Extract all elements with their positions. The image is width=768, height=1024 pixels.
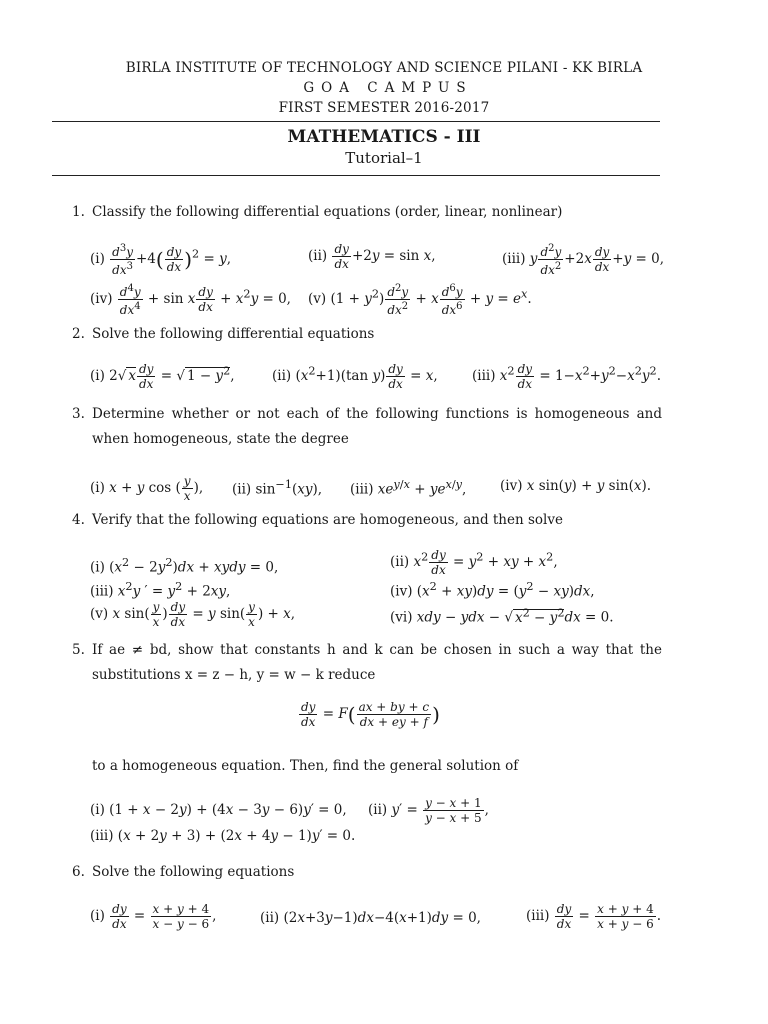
header-campus: GOA CAMPUS — [303, 80, 473, 96]
q1-eq-i: (i) $\frac{d^3y}{dx^3}$ +4( $\frac{dy}{dx}$ )$^2$ = y, — [90, 243, 232, 277]
q4-eq-i: (i) $(x^2 - 2y^2)dx$ + xydy = 0, — [90, 556, 279, 576]
question-number: 1. — [72, 204, 85, 220]
q2-eq-iii: (iii) $x^2$ $\frac{dy}{dx}$ = $1-x^2+y^2-x^2y^2$. — [472, 362, 661, 391]
q6-eq-iii: (iii) $\frac{dy}{dx}$ = $\frac{x + y + 4}{x + y - 6}$ . — [526, 902, 662, 931]
question-text: Solve the following equations — [92, 864, 295, 880]
q6-eq-ii: (ii) (2x+3y−1)dx−4(x+1)dy = 0, — [260, 910, 481, 926]
question-number: 4. — [72, 512, 85, 528]
question-number: 5. — [72, 642, 85, 658]
q4-eq-iii: (iii) $x^2y$ ′ = $y^2 + 2xy$, — [90, 580, 231, 600]
page-subtitle: Tutorial–1 — [345, 149, 423, 167]
bottom-rule — [52, 175, 660, 176]
q5-eq-ii: (ii) y′ = $\frac{y - x + 1}{y - x + 5}$ , — [368, 796, 489, 825]
q3-eq-iii: (iii) $xe^{y/x} + ye^{x/y}$, — [350, 478, 467, 498]
header-institute: BIRLA INSTITUTE OF TECHNOLOGY AND SCIENCE PILANI - KK BIRLA — [125, 60, 643, 76]
q3-eq-i: (i) x + y cos ( $\frac{y}{x}$ ), — [90, 474, 204, 503]
page: BIRLA INSTITUTE OF TECHNOLOGY AND SCIENCE PILANI - KK BIRLA GOA CAMPUS FIRST SEMESTER 2016-2017 MATHEMATICS - III Tutorial–1 1. Classify the following differential equations (order, linear, nonlinear) (i) $\frac{d^3y}{dx^3}$ +4( $\frac{dy}{dx}$ )$^2$ = y, (ii) $\frac{dy}{dx}$ +2y = sin x, (iii) y $\frac{d^2y}{dx^2}$ +2x $\frac{dy}{dx}$ +y = 0, (iv) $\frac{d^4y}{dx^4}$ + sin x $\frac{dy}{dx}$ + $x^2y = 0$, (v) $(1 + y^2)$ $\frac{d^2y}{dx^2}$ + x $\frac{d^6y}{dx^6}$ + $y = e^x$. 2. Solve the following differential equations (i) 2√ x $\frac{dy}{dx}$ = √ $1 - y^2$, (ii) $(x^2+1)(\tan$ y) $\frac{dy}{dx}$ = x, (iii) $x^2$ $\frac{dy}{dx}$ = $1-x^2+y^2-x^2y^2$. 3. Determine whether or not each of the following functions is homogeneous and when homogeneous, state the degree (i) x + y cos ( $\frac{y}{x}$ ), (ii) $\sin^{-1}(xy)$, (iii) $xe^{y/x} + ye^{x/y}$, (iv) x sin(y) + y sin(x). 4. Verify that the following equations are homogeneous, and then solve (i) $(x^2 - 2y^2)dx$ + xydy = 0, (ii) $x^2$ $\frac{dy}{dx}$ = $y^2$ + xy + $x^2$, (iii) $x^2y$ ′ = $y^2 + 2xy$, (iv) $(x^2 + xy)dy = (y^2 - xy)dx$, (v) x sin( $\frac{y}{x}$ ) $\frac{dy}{dx}$ = y sin( $\frac{y}{x}$ ) + x, (vi) xdy − ydx − √ $x^2 - y^2dx = 0$. 5. If ae ≠ bd, show that constants h and k can be chosen in such a way that the substitutions x = z − h, y = w − k reduce $\frac{dy}{dx}$ = F( $\frac{ax + by + c}{dx + ey + f}$ ) to a homogeneous equation. Then, find the general solution of (i) (1 + x − 2y) + (4x − 3y − 6)y′ = 0, (ii) y′ = $\frac{y - x + 1}{y - x + 5}$ , (iii) (x + 2y + 3) + (2x + 4y − 1)y′ = 0. 6. Solve the following equations (i) $\frac{dy}{dx}$ = $\frac{x + y + 4}{x - y - 6}$ , (ii) (2x+3y−1)dx−4(x+1)dy = 0, (iii) $\frac{dy}{dx}$ = $\frac{x + y + 4}{x + y - 6}$ . — [0, 0, 768, 1024]
q4-eq-ii: (ii) $x^2$ $\frac{dy}{dx}$ = $y^2$ + xy + $x^2$, — [390, 548, 558, 577]
question-number: 3. — [72, 406, 85, 422]
q1-eq-ii: (ii) $\frac{dy}{dx}$ +2y = sin x, — [308, 242, 436, 271]
q4-eq-vi: (vi) xdy − ydx − √ $x^2 - y^2dx = 0$. — [390, 606, 614, 626]
q3-eq-iv: (iv) x sin(y) + y sin(x). — [500, 478, 652, 494]
q4-eq-iv: (iv) $(x^2 + xy)dy = (y^2 - xy)dx$, — [390, 580, 595, 600]
top-rule — [52, 121, 660, 122]
q1-eq-v: (v) $(1 + y^2)$ $\frac{d^2y}{dx^2}$ + x $\frac{d^6y}{dx^6}$ + $y = e^x$. — [308, 283, 532, 317]
q5-eq-iii: (iii) (x + 2y + 3) + (2x + 4y − 1)y′ = 0. — [90, 828, 356, 844]
q5-eq-i: (i) (1 + x − 2y) + (4x − 3y − 6)y′ = 0, — [90, 802, 347, 818]
q6-eq-i: (i) $\frac{dy}{dx}$ = $\frac{x + y + 4}{x - y - 6}$ , — [90, 902, 217, 931]
question-text: Solve the following differential equations — [92, 326, 375, 342]
question-text: Determine whether or not each of the following functions is homogeneous and when homogeneous, state the degree — [92, 406, 662, 447]
header-semester: FIRST SEMESTER 2016-2017 — [278, 100, 490, 116]
question-text: If ae ≠ bd, show that constants h and k can be chosen in such a way that the substitutions x = z − h, y = w − k reduce — [92, 642, 662, 683]
question-text: Classify the following differential equations (order, linear, nonlinear) — [92, 204, 563, 220]
question-number: 2. — [72, 326, 85, 342]
question-number: 6. — [72, 864, 85, 880]
q3-eq-ii: (ii) $\sin^{-1}(xy)$, — [232, 478, 323, 498]
q1-eq-iii: (iii) y $\frac{d^2y}{dx^2}$ +2x $\frac{dy}{dx}$ +y = 0, — [502, 243, 665, 277]
q2-eq-ii: (ii) $(x^2+1)(\tan$ y) $\frac{dy}{dx}$ = x, — [272, 362, 438, 391]
q1-eq-iv: (iv) $\frac{d^4y}{dx^4}$ + sin x $\frac{dy}{dx}$ + $x^2y = 0$, — [90, 283, 291, 317]
q2-eq-i: (i) 2√ x $\frac{dy}{dx}$ = √ $1 - y^2$, — [90, 362, 235, 391]
q5-main-equation: $\frac{dy}{dx}$ = F( $\frac{ax + by + c}{dx + ey + f}$ ) — [301, 700, 440, 729]
q4-eq-v: (v) x sin( $\frac{y}{x}$ ) $\frac{dy}{dx}$ = y sin( $\frac{y}{x}$ ) + x, — [90, 600, 296, 629]
page-title: MATHEMATICS - III — [287, 127, 481, 147]
question-text: Verify that the following equations are homogeneous, and then solve — [92, 512, 563, 528]
